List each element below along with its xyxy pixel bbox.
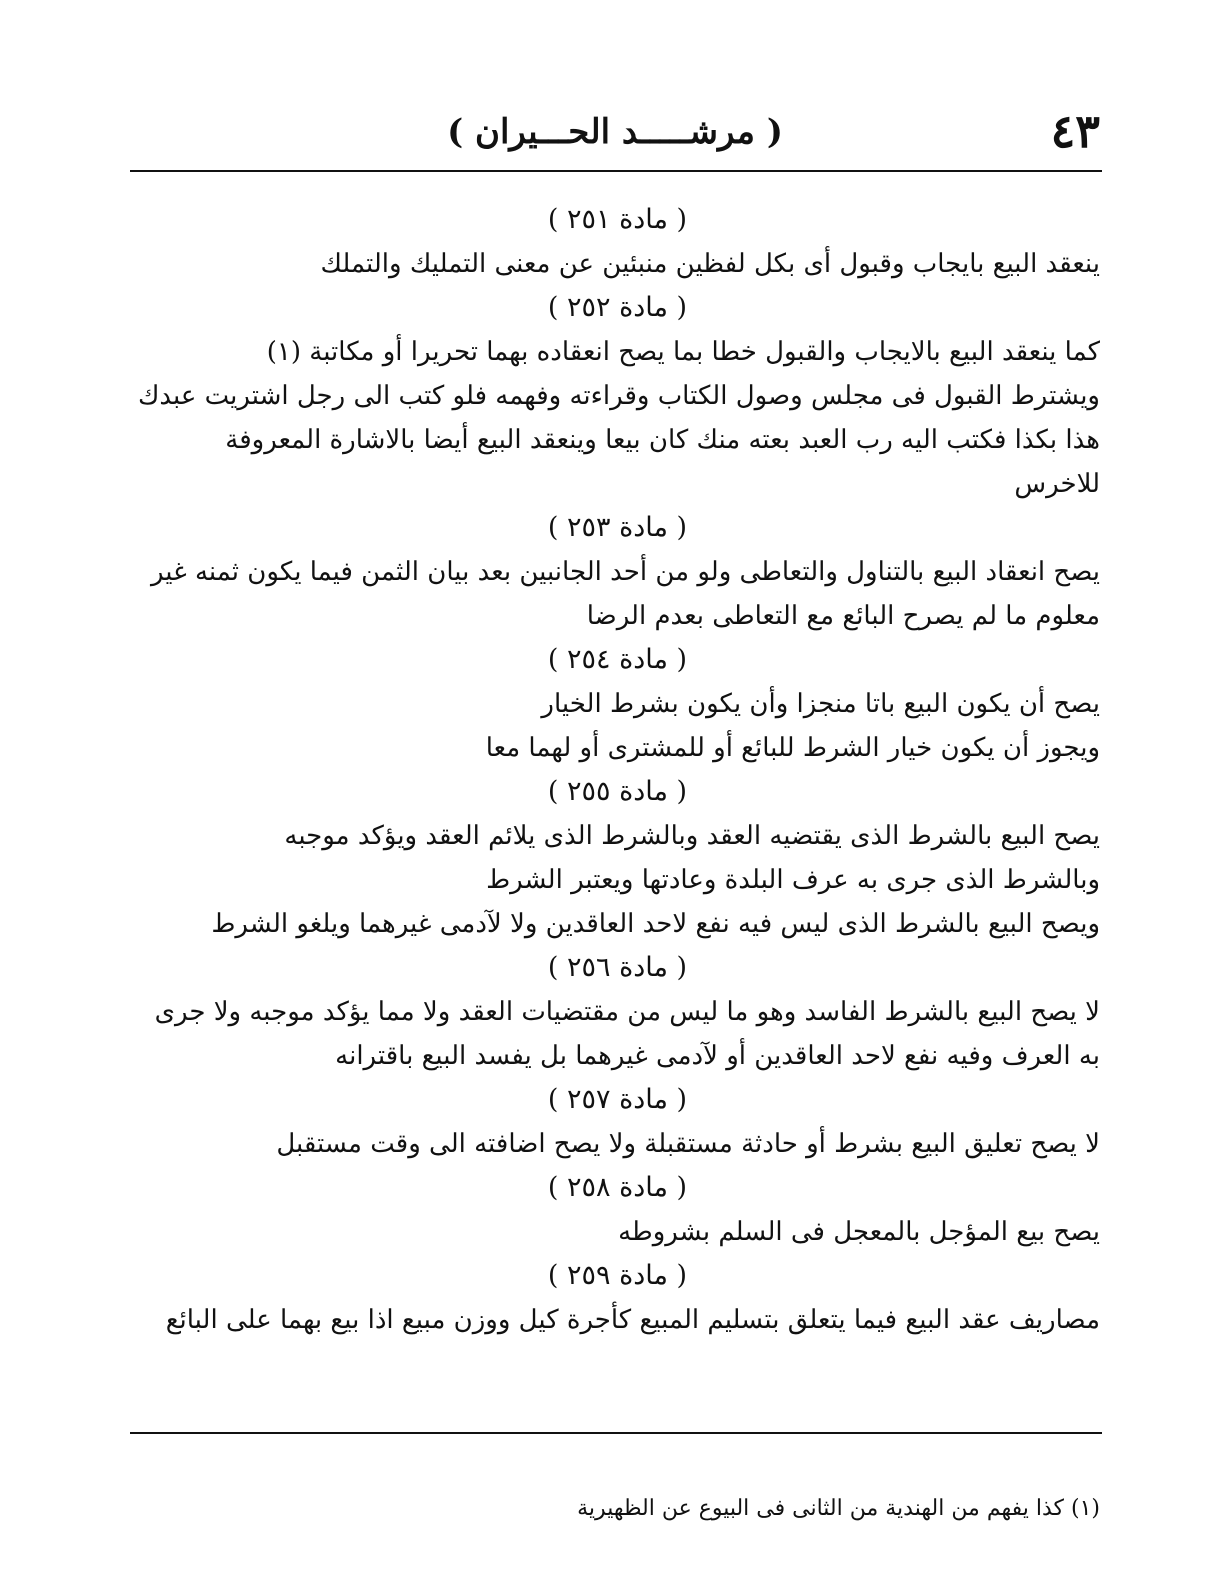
text-line: به العرف وفيه نفع لاحد العاقدين أو لآدمى غيرهما بل يفسد البيع باقترانه: [335, 1041, 1100, 1071]
text-line: يصح أن يكون البيع باتا منجزا وأن يكون بشرط الخيار: [541, 689, 1100, 719]
footnote: (١) كذا يفهم من الهندية من الثانى فى البيوع عن الظهيرية: [577, 1496, 1100, 1521]
page-body: [135, 198, 1100, 1342]
article-252: [135, 286, 1100, 506]
text-line: وبالشرط الذى جرى به عرف البلدة وعادتها ويعتبر الشرط: [486, 865, 1100, 895]
text-line: ويجوز أن يكون خيار الشرط للبائع أو للمشترى أو لهما معا: [485, 733, 1100, 763]
article-heading: ( مادة ٢٥٨ ): [547, 1172, 688, 1203]
article-heading: ( مادة ٢٥٧ ): [547, 1084, 688, 1115]
article-heading: ( مادة ٢٥٢ ): [547, 292, 688, 323]
article-259: [135, 1254, 1100, 1342]
text-line: لا يصح تعليق البيع بشرط أو حادثة مستقبلة ولا يصح اضافته الى وقت مستقبل: [276, 1129, 1100, 1159]
article-254: [135, 638, 1100, 770]
text-line: ويشترط القبول فى مجلس وصول الكتاب وقراءته وفهمه فلو كتب الى رجل اشتريت عبدك: [137, 381, 1100, 411]
text-line: مصاريف عقد البيع فيما يتعلق بتسليم المبيع كأجرة كيل ووزن مبيع اذا بيع بهما على البائع: [165, 1305, 1100, 1335]
article-255: [135, 770, 1100, 946]
text-line: معلوم ما لم يصرح البائع مع التعاطى بعدم الرضا: [586, 601, 1100, 631]
article-251: [135, 198, 1100, 286]
text-line: يصح البيع بالشرط الذى يقتضيه العقد وبالشرط الذى يلائم العقد ويؤكد موجبه: [284, 821, 1100, 851]
article-heading: ( مادة ٢٥٥ ): [547, 776, 688, 807]
text-line: يصح بيع المؤجل بالمعجل فى السلم بشروطه: [618, 1217, 1100, 1247]
article-heading: ( مادة ٢٥٦ ): [547, 952, 688, 983]
page-number: ٤٣: [1050, 104, 1100, 158]
page-header: [130, 100, 1100, 164]
running-title: ( مرشـــــد الحـــيران ): [447, 112, 783, 152]
text-line: يصح انعقاد البيع بالتناول والتعاطى ولو من أحد الجانبين بعد بيان الثمن فيما يكون ثمنه غير: [150, 557, 1100, 587]
text-line: ويصح البيع بالشرط الذى ليس فيه نفع لاحد العاقدين ولا لآدمى غيرهما ويلغو الشرط: [211, 909, 1100, 939]
article-heading: ( مادة ٢٥١ ): [547, 204, 688, 235]
article-258: [135, 1166, 1100, 1254]
article-253: [135, 506, 1100, 638]
article-256: [135, 946, 1100, 1078]
header-divider: [130, 170, 1102, 172]
article-257: [135, 1078, 1100, 1166]
text-line: للاخرس: [1014, 469, 1100, 499]
article-heading: ( مادة ٢٥٣ ): [547, 512, 688, 543]
article-heading: ( مادة ٢٥٩ ): [547, 1260, 688, 1291]
footnote-divider: [130, 1432, 1102, 1434]
text-line: هذا بكذا فكتب اليه رب العبد بعته منك كان بيعا وينعقد البيع أيضا بالاشارة المعروفة: [225, 425, 1100, 455]
text-line: كما ينعقد البيع بالايجاب والقبول خطا بما يصح انعقاده بهما تحريرا أو مكاتبة (١): [266, 337, 1100, 367]
text-line: ينعقد البيع بايجاب وقبول أى بكل لفظين منبئين عن معنى التمليك والتملك: [320, 249, 1100, 279]
article-heading: ( مادة ٢٥٤ ): [547, 644, 688, 675]
text-line: لا يصح البيع بالشرط الفاسد وهو ما ليس من مقتضيات العقد ولا مما يؤكد موجبه ولا جرى: [154, 997, 1100, 1027]
